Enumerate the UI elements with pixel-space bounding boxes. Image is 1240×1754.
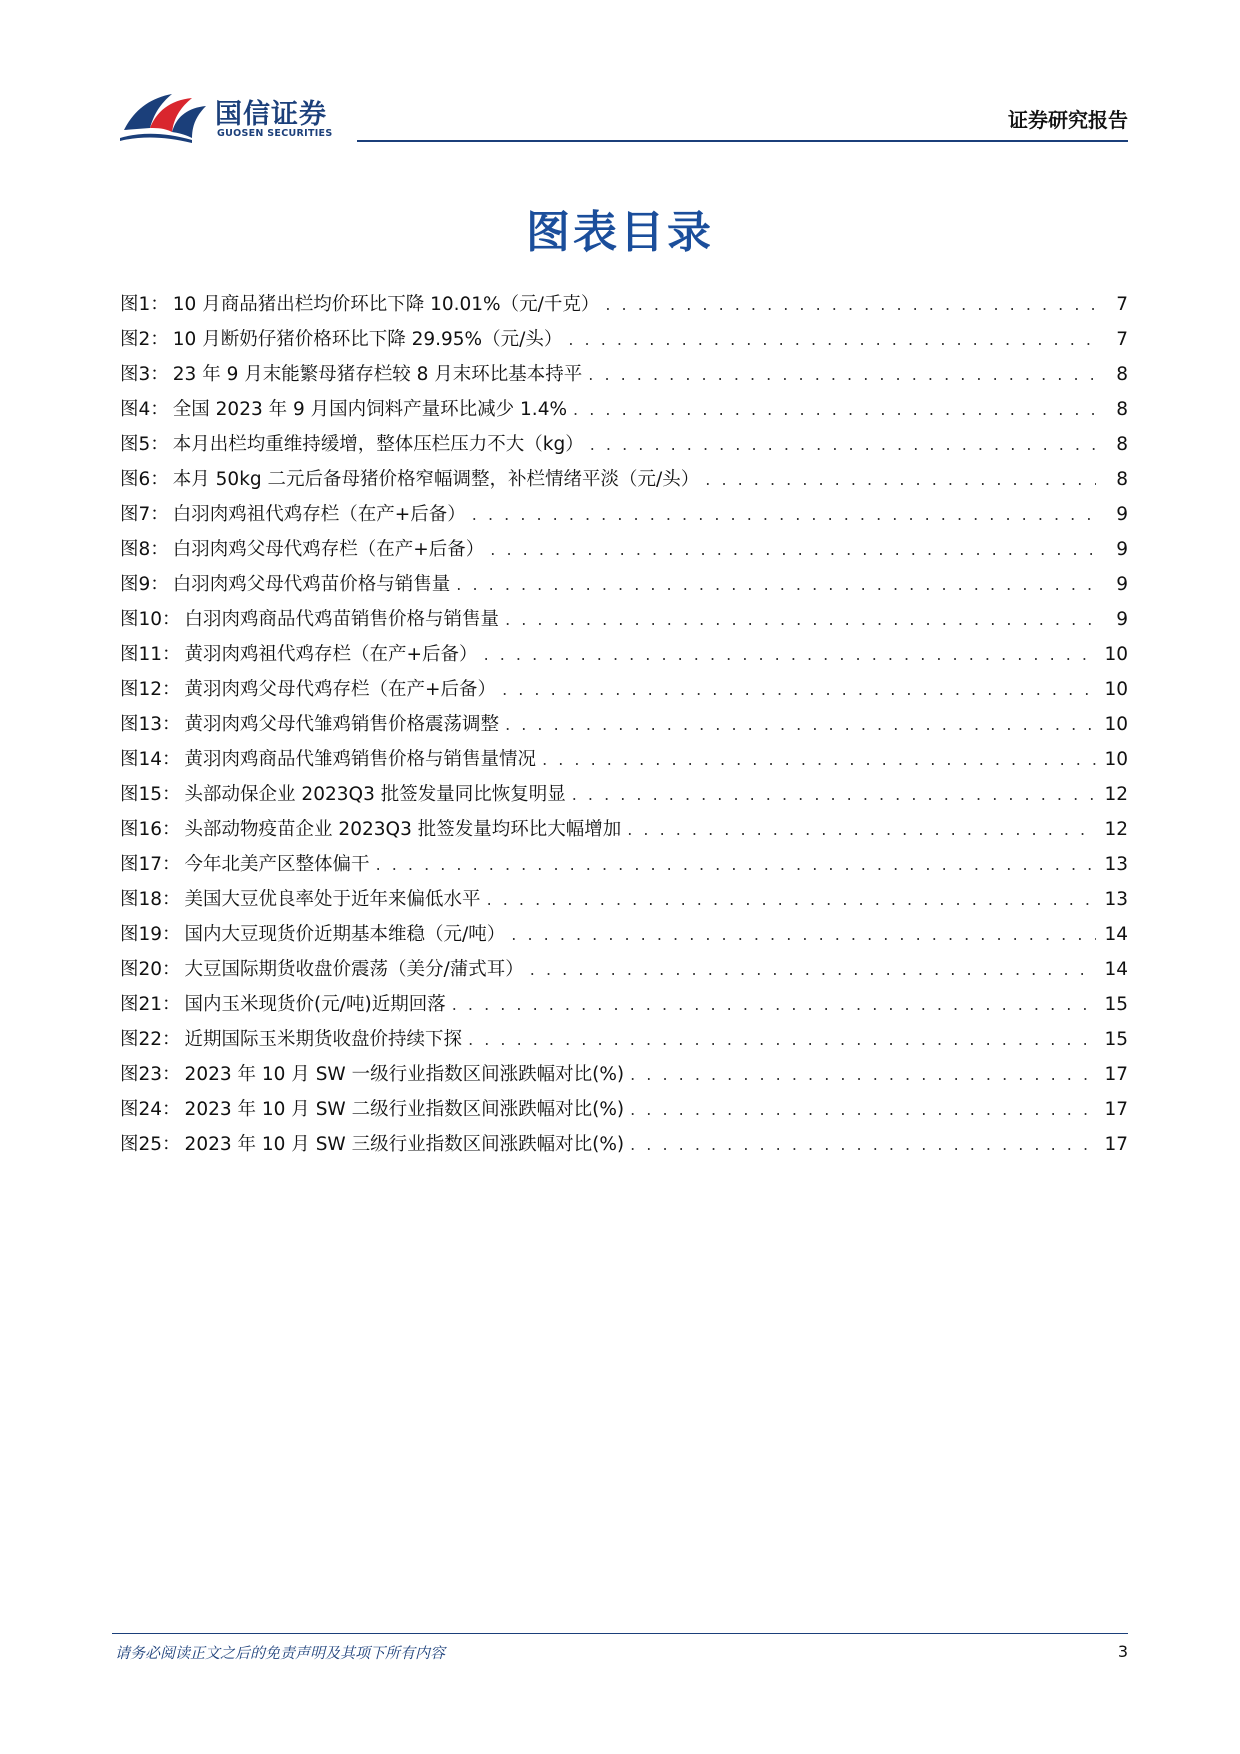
- toc-entry-label: 图9：: [120, 574, 169, 595]
- toc-entry[interactable]: [120, 535, 1128, 570]
- toc-entry[interactable]: [120, 1025, 1128, 1060]
- toc-entry[interactable]: [120, 1060, 1128, 1095]
- toc-entry-label: 图4：: [120, 399, 169, 420]
- toc-leader-dots: [605, 295, 1096, 314]
- toc-entry[interactable]: [120, 465, 1128, 500]
- toc-entry-title: 近期国际玉米期货收盘价持续下探: [184, 1029, 463, 1050]
- toc-entry-title: 国内玉米现货价(元/吨)近期回落: [184, 994, 446, 1015]
- toc-entry-page: 9: [1116, 609, 1128, 630]
- toc-entry-label: 图22：: [120, 1029, 181, 1050]
- toc-entry[interactable]: [120, 605, 1128, 640]
- toc-entry[interactable]: [120, 640, 1128, 675]
- toc-entry-title: 10 月商品猪出栏均价环比下降 10.01%（元/千克）: [172, 294, 600, 315]
- disclaimer-note: 请务必阅读正文之后的免责声明及其项下所有内容: [115, 1644, 446, 1662]
- toc-entry-page: 15: [1104, 994, 1128, 1015]
- toc-entry-label: 图23：: [120, 1064, 181, 1085]
- toc-entry-label: 图25：: [120, 1134, 181, 1155]
- toc-entry-page: 15: [1104, 1029, 1128, 1050]
- toc-leader-dots: [490, 540, 1096, 559]
- toc-leader-dots: [468, 1030, 1096, 1049]
- toc-entry-title: 2023 年 10 月 SW 一级行业指数区间涨跌幅对比(%): [184, 1064, 625, 1085]
- toc-leader-dots: [590, 435, 1096, 454]
- toc-entry-page: 8: [1116, 364, 1128, 385]
- page-header: [0, 0, 1240, 150]
- toc-entry-title: 黄羽肉鸡父母代鸡存栏（在产+后备）: [184, 679, 497, 700]
- toc-entry-page: 9: [1116, 574, 1128, 595]
- toc-leader-dots: [376, 855, 1096, 874]
- page-number: 3: [1117, 1642, 1128, 1661]
- toc-entry-title: 大豆国际期货收盘价震荡（美分/蒲式耳）: [184, 959, 524, 980]
- toc-entry-label: 图18：: [120, 889, 181, 910]
- figure-index-list: [120, 290, 1128, 1165]
- toc-entry-page: 8: [1116, 469, 1128, 490]
- toc-entry-title: 本月 50kg 二元后备母猪价格窄幅调整，补栏情绪平淡（元/头）: [172, 469, 700, 490]
- toc-leader-dots: [530, 960, 1096, 979]
- toc-entry-page: 8: [1116, 434, 1128, 455]
- toc-entry-label: 图5：: [120, 434, 169, 455]
- toc-entry-page: 8: [1116, 399, 1128, 420]
- toc-leader-dots: [505, 715, 1096, 734]
- toc-entry[interactable]: [120, 955, 1128, 990]
- toc-entry-label: 图12：: [120, 679, 181, 700]
- toc-entry-label: 图8：: [120, 539, 169, 560]
- toc-entry-label: 图10：: [120, 609, 181, 630]
- toc-entry[interactable]: [120, 675, 1128, 710]
- toc-entry-label: 图13：: [120, 714, 181, 735]
- toc-entry-title: 10 月断奶仔猪价格环比下降 29.95%（元/头）: [172, 329, 563, 350]
- toc-entry[interactable]: [120, 920, 1128, 955]
- toc-entry-page: 9: [1116, 539, 1128, 560]
- toc-entry-title: 黄羽肉鸡父母代雏鸡销售价格震荡调整: [184, 714, 500, 735]
- toc-leader-dots: [505, 610, 1096, 629]
- toc-entry-page: 17: [1104, 1064, 1128, 1085]
- toc-entry-title: 美国大豆优良率处于近年来偏低水平: [184, 889, 481, 910]
- toc-entry-page: 7: [1116, 329, 1128, 350]
- toc-entry-page: 9: [1116, 504, 1128, 525]
- toc-entry[interactable]: [120, 990, 1128, 1025]
- toc-entry-label: 图16：: [120, 819, 181, 840]
- toc-entry[interactable]: [120, 850, 1128, 885]
- toc-entry-title: 头部动保企业 2023Q3 批签发量同比恢复明显: [184, 784, 566, 805]
- toc-leader-dots: [484, 645, 1096, 664]
- toc-leader-dots: [705, 470, 1096, 489]
- toc-entry-title: 白羽肉鸡祖代鸡存栏（在产+后备）: [172, 504, 466, 525]
- toc-entry-label: 图17：: [120, 854, 181, 875]
- toc-entry-title: 头部动物疫苗企业 2023Q3 批签发量均环比大幅增加: [184, 819, 622, 840]
- toc-entry-title: 黄羽肉鸡商品代雏鸡销售价格与销售量情况: [184, 749, 537, 770]
- toc-leader-dots: [568, 330, 1096, 349]
- toc-entry-title: 本月出栏均重维持缓增，整体压栏压力不大（kg）: [172, 434, 584, 455]
- toc-entry-title: 23 年 9 月末能繁母猪存栏较 8 月末环比基本持平: [172, 364, 583, 385]
- report-type-label: 证券研究报告: [1008, 108, 1128, 132]
- toc-entry-page: 12: [1104, 819, 1128, 840]
- toc-entry[interactable]: [120, 745, 1128, 780]
- toc-entry-page: 10: [1104, 679, 1128, 700]
- toc-entry-page: 17: [1104, 1099, 1128, 1120]
- toc-entry-page: 10: [1104, 714, 1128, 735]
- toc-entry[interactable]: [120, 710, 1128, 745]
- toc-entry[interactable]: [120, 360, 1128, 395]
- toc-entry-label: 图19：: [120, 924, 181, 945]
- toc-entry-title: 全国 2023 年 9 月国内饲料产量环比减少 1.4%: [172, 399, 568, 420]
- guosen-logo: [120, 88, 360, 144]
- toc-leader-dots: [511, 925, 1096, 944]
- toc-entry-title: 黄羽肉鸡祖代鸡存栏（在产+后备）: [184, 644, 478, 665]
- logo-text-en: GUOSEN SECURITIES: [217, 128, 333, 139]
- header-divider: [357, 140, 1128, 142]
- toc-entry-title: 国内大豆现货价近期基本维稳（元/吨）: [184, 924, 506, 945]
- toc-entry-title: 今年北美产区整体偏干: [184, 854, 370, 875]
- toc-entry[interactable]: [120, 500, 1128, 535]
- toc-entry[interactable]: [120, 325, 1128, 360]
- toc-entry-page: 13: [1104, 889, 1128, 910]
- page-title: 图表目录: [526, 207, 714, 258]
- toc-leader-dots: [588, 365, 1096, 384]
- toc-leader-dots: [630, 1065, 1096, 1084]
- toc-entry-page: 12: [1104, 784, 1128, 805]
- toc-entry[interactable]: [120, 1130, 1128, 1165]
- toc-entry[interactable]: [120, 1095, 1128, 1130]
- toc-leader-dots: [452, 995, 1096, 1014]
- toc-entry-label: 图21：: [120, 994, 181, 1015]
- toc-entry-label: 图20：: [120, 959, 181, 980]
- toc-entry[interactable]: [120, 570, 1128, 605]
- toc-entry[interactable]: [120, 395, 1128, 430]
- toc-entry-label: 图6：: [120, 469, 169, 490]
- toc-entry-label: 图24：: [120, 1099, 181, 1120]
- toc-entry-label: 图7：: [120, 504, 169, 525]
- toc-entry-title: 白羽肉鸡父母代鸡存栏（在产+后备）: [172, 539, 485, 560]
- footer-divider: [112, 1633, 1128, 1634]
- toc-entry-page: 14: [1104, 959, 1128, 980]
- toc-leader-dots: [502, 680, 1096, 699]
- toc-entry-page: 17: [1104, 1134, 1128, 1155]
- toc-leader-dots: [572, 785, 1096, 804]
- toc-leader-dots: [487, 890, 1096, 909]
- toc-entry-title: 2023 年 10 月 SW 三级行业指数区间涨跌幅对比(%): [184, 1134, 625, 1155]
- toc-leader-dots: [630, 1135, 1096, 1154]
- toc-entry-label: 图2：: [120, 329, 169, 350]
- toc-entry[interactable]: [120, 780, 1128, 815]
- logo-text-cn: 国信证券: [215, 99, 327, 130]
- toc-entry-label: 图3：: [120, 364, 169, 385]
- toc-entry-title: 白羽肉鸡商品代鸡苗销售价格与销售量: [184, 609, 500, 630]
- toc-entry-title: 白羽肉鸡父母代鸡苗价格与销售量: [172, 574, 451, 595]
- toc-leader-dots: [542, 750, 1096, 769]
- toc-entry-page: 7: [1116, 294, 1128, 315]
- guosen-logo-mark-icon: [120, 88, 210, 144]
- toc-entry-page: 10: [1104, 749, 1128, 770]
- toc-leader-dots: [630, 1100, 1096, 1119]
- toc-entry-page: 13: [1104, 854, 1128, 875]
- toc-entry-label: 图1：: [120, 294, 169, 315]
- toc-entry[interactable]: [120, 430, 1128, 465]
- toc-leader-dots: [573, 400, 1096, 419]
- toc-entry-title: 2023 年 10 月 SW 二级行业指数区间涨跌幅对比(%): [184, 1099, 625, 1120]
- toc-entry[interactable]: [120, 290, 1128, 325]
- toc-entry[interactable]: [120, 815, 1128, 850]
- toc-entry-page: 14: [1104, 924, 1128, 945]
- toc-entry-page: 10: [1104, 644, 1128, 665]
- toc-leader-dots: [472, 505, 1096, 524]
- toc-entry-label: 图11：: [120, 644, 181, 665]
- toc-entry-label: 图14：: [120, 749, 181, 770]
- toc-leader-dots: [627, 820, 1096, 839]
- toc-entry[interactable]: [120, 885, 1128, 920]
- toc-entry-label: 图15：: [120, 784, 181, 805]
- toc-leader-dots: [456, 575, 1096, 594]
